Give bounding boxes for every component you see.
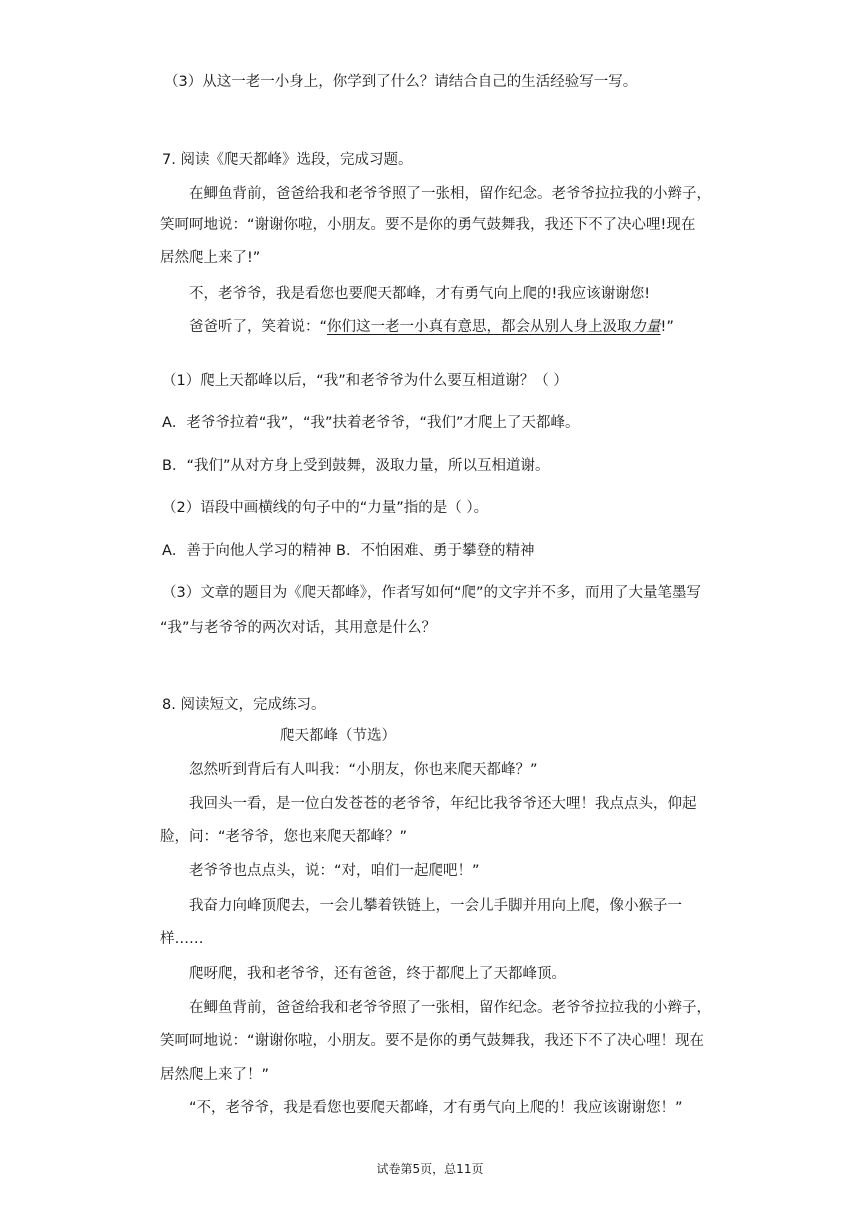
q7-para3-prefix: 爸爸听了，笑着说：“ bbox=[189, 319, 328, 335]
q7-sub1-option-a: A．老爷爷拉着“我”，“我”扶着老爷爷，“我们”才爬上了天都峰。 bbox=[162, 415, 580, 431]
q7-para1-line1: 在鲫鱼背前，爸爸给我和老爷爷照了一张相，留作纪念。老爷爷拉拉我的小辫子， bbox=[189, 186, 711, 202]
q8-line-3: 老爷爷也点点头，说：“对，咱们一起爬吧！” bbox=[189, 863, 480, 879]
q7-sub2-options: A．善于向他人学习的精神 B．不怕困难、勇于攀登的精神 bbox=[162, 543, 535, 559]
q7-sub1-option-b: B．“我们”从对方身上受到鼓舞，汲取力量，所以互相道谢。 bbox=[162, 458, 550, 474]
q8-line-4b: 样…… bbox=[160, 931, 204, 947]
q7-sub3-line2: “我”与老爷爷的两次对话，其用意是什么？ bbox=[160, 620, 437, 636]
q7-underlined-sentence: 你们这一老一小真有意思，都会从别人身上汲取 bbox=[327, 319, 632, 335]
q6-sub3: （3）从这一老一小身上，你学到了什么？请结合自己的生活经验写一写。 bbox=[164, 74, 638, 90]
q8-line-6a: 在鲫鱼背前，爸爸给我和老爷爷照了一张相，留作纪念。老爷爷拉拉我的小辫子， bbox=[189, 1000, 711, 1016]
q8-line-5: 爬呀爬，我和老爷爷，还有爸爸，终于都爬上了天都峰顶。 bbox=[189, 966, 566, 982]
page-footer: 试卷第5页，总11页 bbox=[376, 1162, 484, 1176]
q7-sub2: （2）语段中画横线的句子中的“力量”指的是（ ）。 bbox=[162, 500, 489, 516]
q8-line-7: “不，老爷爷，我是看您也要爬天都峰，才有勇气向上爬的！我应该谢谢您！” bbox=[189, 1100, 683, 1116]
q7-para1-line2: 笑呵呵地说：“谢谢你啦，小朋友。要不是你的勇气鼓舞我，我还下不了决心哩!现在 bbox=[160, 217, 696, 233]
q7-para1-line3: 居然爬上来了!” bbox=[160, 250, 261, 266]
q8-heading: 8. 阅读短文，完成练习。 bbox=[162, 697, 326, 713]
q7-para3 bbox=[189, 317, 674, 337]
q7-sub1: （1）爬上天都峰以后，“我”和老爷爷为什么要互相道谢？（ ） bbox=[162, 373, 568, 389]
q7-sub3-line1: （3）文章的题目为《爬天都峰》，作者写如何“爬”的文字并不多，而用了大量笔墨写 bbox=[162, 585, 701, 601]
q8-line-4a: 我奋力向峰顶爬去，一会儿攀着铁链上，一会儿手脚并用向上爬，像小猴子一 bbox=[189, 898, 682, 914]
q8-line-6c: 居然爬上来了！” bbox=[160, 1067, 270, 1083]
q8-passage-title: 爬天都峰（节选） bbox=[280, 728, 396, 744]
q7-para2: 不，老爷爷，我是看您也要爬天都峰，才有勇气向上爬的!我应该谢谢您! bbox=[189, 286, 651, 302]
q8-line-2a: 我回头一看，是一位白发苍苍的老爷爷，年纪比我爷爷还大哩！我点点头，仰起 bbox=[189, 796, 697, 812]
q8-line-6b: 笑呵呵地说：“谢谢你啦，小朋友。要不是你的勇气鼓舞我，我还下不了决心哩！现在 bbox=[160, 1033, 705, 1049]
q8-line-2b: 脸，问：“老爷爷，您也来爬天都峰？” bbox=[160, 829, 408, 845]
q7-para3-suffix: !” bbox=[660, 319, 674, 335]
q7-heading: 7. 阅读《爬天都峰》选段，完成习题。 bbox=[162, 152, 413, 168]
q8-line-1: 忽然听到背后有人叫我：“小朋友，你也来爬天都峰？” bbox=[189, 762, 538, 778]
q7-underlined-word: 力量 bbox=[631, 319, 661, 335]
